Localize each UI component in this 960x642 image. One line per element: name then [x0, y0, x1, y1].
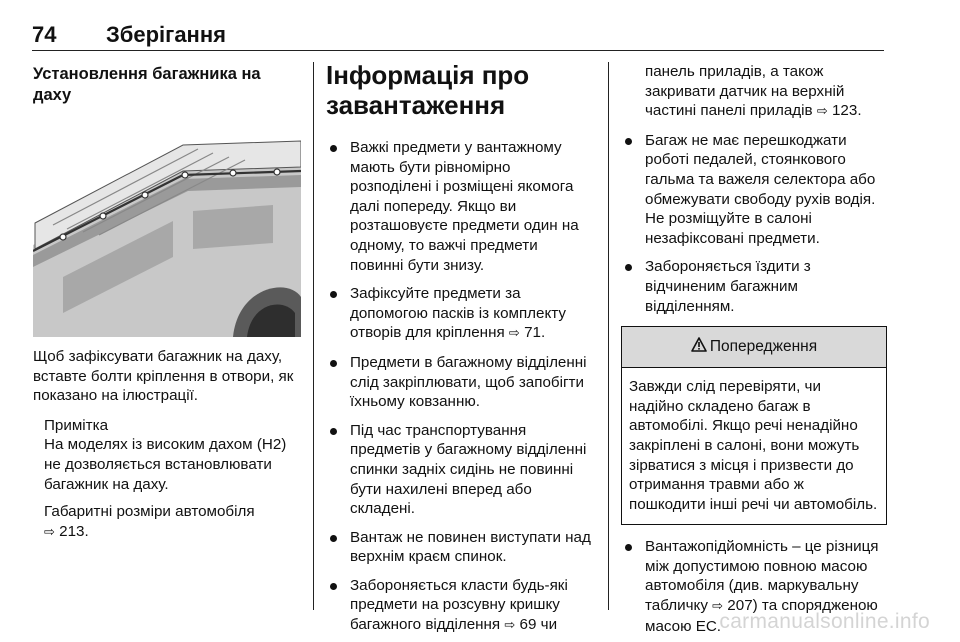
list-item: Багаж не має перешкоджати роботі педалей, стоянкового гальма та важеля селектора або обмежувати свободу рухів водія. Не розміщуйте в салоні незафіксовані предмети. [621, 131, 887, 249]
note-title: Примітка [44, 416, 109, 434]
reference-arrow-icon: ⇨ [504, 618, 516, 634]
dimensions-reference [44, 502, 301, 542]
warning-box [621, 326, 887, 525]
reference-arrow-icon: ⇨ [508, 326, 520, 342]
warning-text: Завжди слід перевіряти, чи надійно складено багаж в автомобілі. Якщо речі ненадійно закріплені в салоні, вони можуть зірватися з місця і призвести до отримання травми або ж пошкодити інші речі чи автомобіль. [629, 378, 878, 513]
page-header [32, 22, 884, 52]
reference-arrow-icon: ⇨ [816, 104, 828, 120]
list-item: Важкі предмети у вантажному мають бути рівномірно розподілені і розміщені якомога далі попереду. Якщо ви розташовуєте предмети один на одному, то важчі предмети повинні бути знизу. [326, 138, 594, 275]
warning-triangle-icon [691, 337, 707, 358]
list-item: Забороняється класти будь-які предмети на розсувну кришку багажного відділення ⇨ 69 чи [326, 576, 594, 636]
intro-paragraph: Щоб зафіксувати багажник на даху, вставте болти кріплення в отвори, як показано на ілюстрації. [33, 348, 294, 405]
column-divider [313, 62, 314, 610]
continued-paragraph: панель приладів, а також закривати датчик на верхній частині панелі приладів ⇨ 123. [645, 63, 862, 120]
column-divider [608, 62, 609, 610]
page-number: 74 [32, 22, 57, 47]
section-heading-loading: Інформація про завантаження [326, 60, 530, 120]
warning-title: Попередження [709, 338, 818, 356]
roof-rack-illustration [33, 127, 301, 337]
dimensions-page-ref: 213. [59, 522, 89, 540]
note-block [33, 416, 301, 543]
list-item: Предмети в багажному відділенні слід закріплювати, щоб запобігти їхньому ковзанню. [326, 353, 594, 412]
reference-arrow-icon: ⇨ [712, 599, 724, 615]
loading-bullet-list [326, 138, 594, 636]
running-title: Зберігання [106, 22, 226, 47]
list-item: Забороняється їздити з відчиненим багажним відділенням. [621, 257, 887, 316]
column-loading-continued [621, 62, 887, 636]
header-rule [32, 50, 884, 51]
dimensions-text: Габаритні розміри автомобіля [44, 503, 255, 521]
list-item: Вантажопідйомність – це різниця між допустимою повною масою автомобіля (див. маркувальну табличку ⇨ 207) та спорядженою масою ЕС. [621, 537, 887, 636]
reference-arrow-icon: ⇨ [44, 524, 55, 540]
loading-bullet-list-continued [621, 131, 887, 316]
list-item: Зафіксуйте предмети за допомогою пасків із комплекту отворів для кріплення ⇨ 71. [326, 284, 594, 344]
column-loading-info [326, 62, 594, 636]
column-roof-rack [33, 62, 301, 542]
list-item: Під час транспортування предметів у багажному відділенні спинки задніх сидінь не повинні бути нахилені вперед або складені. [326, 421, 594, 519]
watermark: carmanualsonline.info [719, 610, 930, 633]
section-heading-roof-rack: Установлення багажника на даху [33, 65, 261, 104]
warning-header [622, 327, 886, 368]
list-item: Вантаж не повинен виступати над верхнім краєм спинок. [326, 528, 594, 567]
note-text: На моделях із високим дахом (H2) не дозволяється встановлювати багажник на даху. [44, 436, 287, 493]
